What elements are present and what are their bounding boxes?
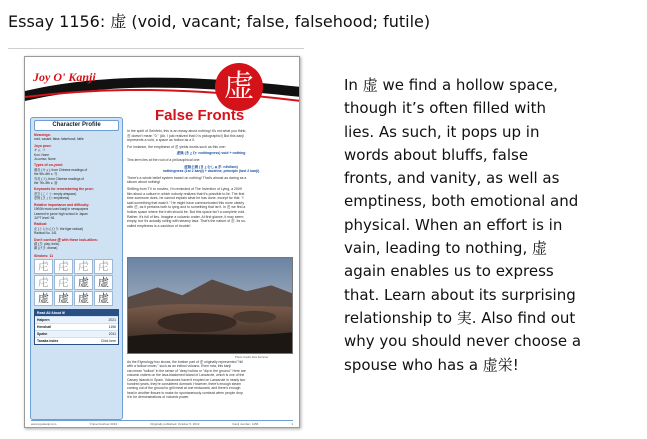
body-line: called emptiness is a cauldron of trouble! [127,223,191,228]
stroke-order-cell: 虍 [54,259,73,274]
stats-key: Henshall [37,325,52,330]
body-example-line: nothingness (1st 2 kanji) + doctrine, principle (last 2 kanji) [162,169,260,174]
character-profile-sidebar [30,117,123,420]
photo-credit: Photo Credit: Eva Kummer [235,355,269,359]
profile-section-line: Learned in junior high school in Japan [34,211,88,216]
stats-value: 1156 [108,325,116,330]
body-line: Rather, it's full of lies. Imagine a volcanic crater. At first glance, it may seem [127,214,244,219]
title-divider [8,48,304,49]
profile-section-line: Jo-umso: None [34,157,56,162]
footer-item: 1 [291,422,293,426]
profile-section-line: 呉音 (コ), from Chinese readings of [34,176,84,181]
read-all-about-it-table [34,309,119,345]
body-example-line: 虚無主義 (きょむしゅぎ: nihilism) [184,164,238,169]
footer-item: Originally published: October 5, 2013 [150,422,200,426]
stroke-order-cell: 虍 [74,259,93,274]
stats-row [35,323,118,330]
profile-section-heading: Don't confuse 虚 with these look-alikes: [34,237,98,242]
profile-section-heading: Radical: [34,222,48,227]
caption-line: hundred years, they're considered dormant. However, there's enough steam [127,382,242,387]
body-line: There's a whole belief system based on nothing! That's almost as daring as a [127,175,247,180]
article-body [127,129,295,253]
article-headline: False Fronts [155,107,245,124]
volcanic-crater-photo [127,257,293,354]
profile-section-line: the 7th–9th c. 唐 [34,181,58,186]
body-line: sitcom about nothing! [127,180,161,185]
body-line: In the spirit of Seinfeld, this is an essay about nothing! It's not what you think; [127,129,247,133]
profile-section-line: 虚空 (こくう: empty airspace) [34,191,77,196]
body-line: film about a culture in which nobody realizes that it's possible to lie. The first [127,191,245,196]
profile-section-line: 虍 (とらかんむり: the tiger radical) [34,226,83,231]
body-line: This term lies at the root of a philosophical one: [127,157,201,162]
body-example-line: 虚無 (きょむ: nothingness) void + nothing [176,151,246,156]
page-footer [31,420,293,427]
profile-section-line: void, vacant; false, falsehood; futile [34,137,84,142]
caption-line: As the Etymology box shows, the bottom part of 虚 originally represented "hill [127,360,243,364]
stats-key: Spahn [37,332,48,337]
description-line: physical. When an effort is in [344,215,563,234]
description-line: relationship to 実. Also find out [344,308,576,327]
stats-value: 2011 [108,332,116,337]
body-line: said something that wasn't." He might have communicated this more clearly [127,200,245,205]
profile-section-line: 劇 (げき: drama) [34,246,58,251]
description-line: words about bluffs, false [344,145,529,164]
description-line: again enables us to express [344,262,554,281]
body-line: represents a void, a space as hollow as a 0. [127,138,196,143]
profile-section-line: キョ, コ [34,148,46,153]
stats-key: Halpern [37,318,50,323]
stroke-order-cell: 虚 [74,275,93,290]
profile-section-line: 漢音 (キョ), from Chinese readings of [34,167,88,172]
caption-line: can mean "hollow" in the sense of "deep hollow or "dip in the ground." Here are [127,368,246,373]
stats-heading: Read All About It! [35,310,118,316]
kanji-emblem: 虚 [215,63,263,111]
body-line: Shifting from TV to movies, I'm reminded of The Invention of Lying, a 2009 [127,186,242,191]
stroke-order-cell: 虍 [34,275,53,290]
body-line: For instance, the emptiness of 虚 yields words such as this one: [127,144,226,149]
profile-section-line: JLPT level: N1 [34,215,55,220]
profile-section-heading: Relative importance and difficulty: [34,202,90,207]
stats-row [35,337,118,344]
profile-section-heading: Keywords for remembering the pron: [34,187,94,192]
stroke-order-cell: 虚 [74,291,93,306]
profile-section-line: 虚無 (きょむ: emptiness) [34,196,70,201]
caption-line: volcanic craters on the lava-blackened island of Lanzarote, which is one of the [127,373,245,378]
caption-line: it in for demonstrations of volcanic power. [127,395,190,400]
stroke-order-cell: 虚 [54,291,73,306]
stats-value: 2021 [108,318,116,323]
caption-line: with a hollow crown," such as an extinct volcano. Even now, this kanji [127,364,231,369]
caption-line: heat in another fissure to make for spontaneously combust when people drop [127,390,243,395]
stats-key: Tanaka Index [37,339,59,344]
joy-o-kanji-logo: Joy O' Kanji [33,70,96,84]
description-line: fronts, and vanity, as well as [344,169,560,188]
essay-thumbnail[interactable] [24,56,300,428]
profile-section-line: Radical No. 141 [34,231,57,236]
stroke-order-cell: 虍 [54,275,73,290]
body-line: 虚 doesn't mean "0." (Ah, I just realized that 0 is pictographic!) But this kanji [127,133,244,138]
profile-sections [34,133,119,251]
stroke-order-grid [34,259,119,306]
profile-section-line: Kun: None [34,152,50,157]
description-line: In 虚 we find a hollow space, [344,76,558,94]
caption-line: Canary Islands in Spain. Volcanoes haven't erupted on Lanzarote in nearly two [127,377,246,382]
profile-section-heading: Types of on-yomi: [34,163,63,168]
stroke-order-cell: 虚 [94,275,113,290]
stats-row [35,330,118,337]
description-line: spouse who has a 虚栄! [344,355,519,374]
body-line: hollow space where the truth should be. But this space isn't a complete void. [127,209,246,214]
profile-section-line: 1900th most used kanji in newspapers [34,207,89,212]
stats-row [35,316,118,323]
description-line: why you should never choose a [344,332,582,351]
caption-line: coming out of the ground to grill meat at one restaurant, and there's enough [127,386,241,391]
body-line: empty, but it's actually roiling with steamy lava. That's the nature of 虚. Its so- [127,219,247,224]
stroke-order-cell: 虍 [94,259,113,274]
body-line: time someone does, he cannot explain what he has done, except for this: "I [127,196,244,201]
stats-value: Click here [100,339,116,344]
strokes-label: Strokes: 11 [34,253,54,258]
profile-section-heading: Joyo pron: [34,143,52,148]
essay-description [344,74,644,377]
profile-section-line: 戯 (ぎ: play, frolic) [34,241,60,246]
essay-title: Essay 1156: 虚 (void, vacant; false, falsehood; futile) [8,12,431,31]
footer-item: Kanji number: 1156 [232,422,259,426]
profile-section-line: the 5th–6th c. 呉 [34,172,58,177]
footer-item: www.joyokanji.com [31,422,57,426]
stroke-order-cell: 虚 [94,291,113,306]
description-line: emptiness, both emotional and [344,192,579,211]
body-line: with 虚, as it pertains both to lying and to something that isn't. In 虚 we find a [127,205,246,210]
description-line: vain, leading to nothing, 虚 [344,239,547,258]
stroke-order-cell: 虍 [34,259,53,274]
character-profile-heading: Character Profile [34,120,119,131]
description-line: though it’s often filled with [344,99,546,118]
footer-item: © Eve Kushner 2013 [89,422,118,426]
photo-caption [127,360,293,416]
stroke-order-cell: 虚 [34,291,53,306]
description-line: that. Learn about its surprising [344,285,576,304]
description-line: lies. As such, it pops up in [344,122,540,141]
profile-section-heading: Meanings: [34,133,51,137]
